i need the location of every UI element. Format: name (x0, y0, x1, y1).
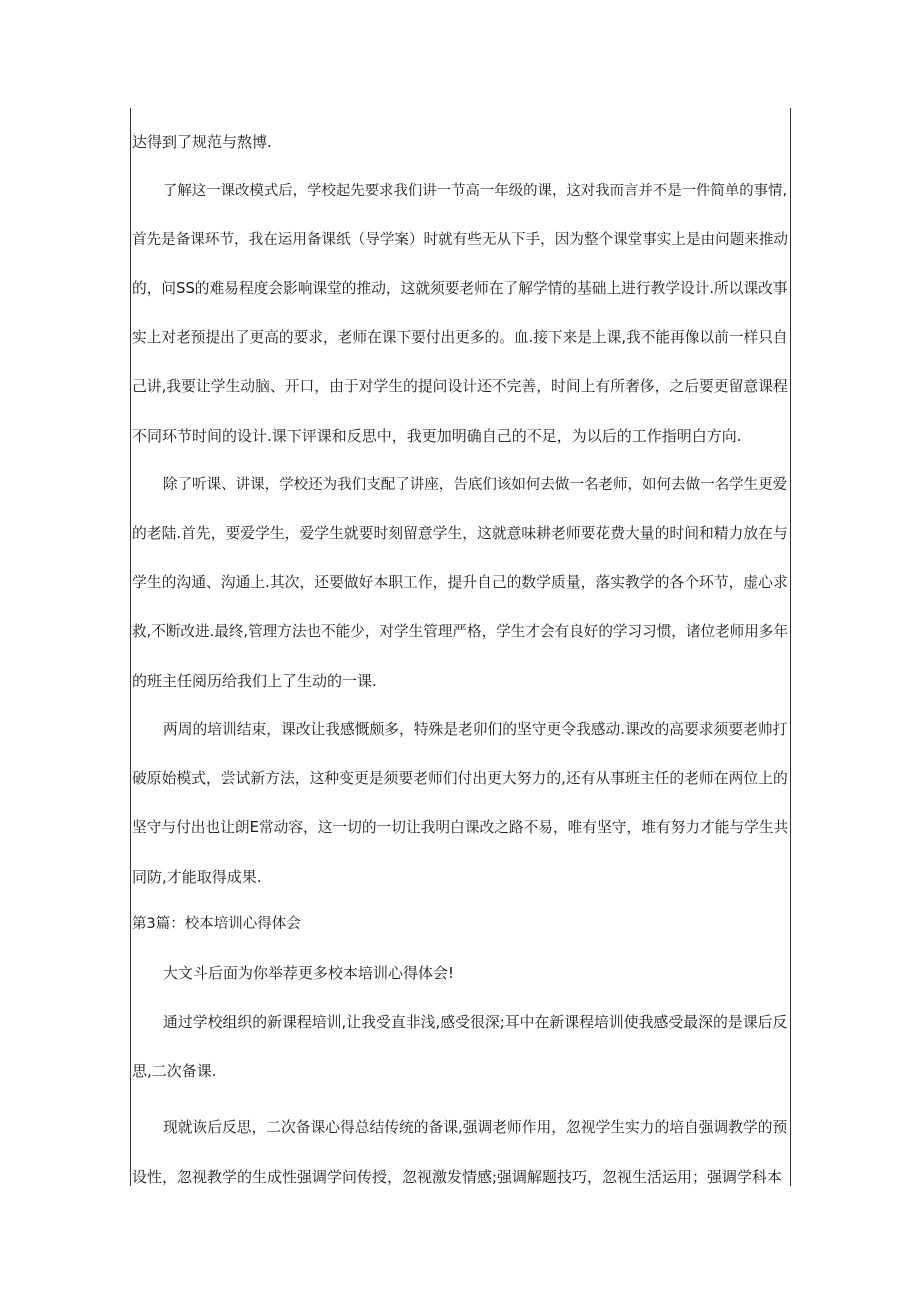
text-line: 同防,才能取得成果. (132, 868, 262, 886)
text-line: 两周的培训结束，课改让我感慨颇多，特殊是老卯们的坚守更令我感动.课改的高要求须要老帅打 (163, 721, 788, 738)
text-line: 救,不断改进.最终,管理方法也不能少，对学生管理严格，学生才会有良好的学习习惯，诸位老师用多年 (132, 623, 789, 640)
text-line: 首先是备课环节，我在运用备课纸（导学案）时就有些无从下手，因为整个课堂事实上是由问题来推动 (132, 231, 789, 248)
text-line: 设性，忽视教学的生成性强调学问传授，忽视激发情感;强调解题技巧，忽视生活运用；强调学科本 (132, 1168, 783, 1186)
text-line: 实上对老预提出了更高的要求，老师在课下要付出更多的。血.接下来是上课,我不能再像以前一样只自 (132, 329, 788, 346)
text-line: 坚守与付出也让朗E常动容，这一切的一切让我明白课改之路不易，唯有坚守，堆有努力才能与学生共 (132, 819, 789, 836)
text-line: 己讲,我要让学生动脑、开口，由于对学生的提问设计还不完善，时间上有所奢侈，之后要更留意课程 (132, 378, 788, 395)
text-line: 的，问SS的难易程度会影响课堂的推动，这就须要老师在了解学情的基础上进行教学设计.所以课改事 (132, 280, 788, 297)
page-border-left (130, 108, 131, 1186)
section-heading: 第3篇：校本培训心得体会 (132, 916, 301, 932)
text-line: 了解这一课改模式后，学校起先要求我们讲一节高一年级的课，这对我而言并不是一件简单的事情, (163, 183, 788, 199)
text-line: 思,二次备课. (132, 1062, 217, 1080)
text-line: 达得到了规范与熬博. (132, 133, 272, 151)
text-line: 不同环节时间的设计.课下评课和反思中，我更加明确自己的不足，为以后的工作指明白方向. (132, 427, 742, 445)
text-line: 学生的沟通、沟通上.其次，还要做好本职工作，提升自己的数学质量，落实教学的各个环节，虚心求 (132, 574, 788, 591)
text-line: 现就诙后反思，二次备课心得总结传统的备课,强调老师作用，忽视学生实力的培自强调教学的预 (163, 1119, 788, 1136)
text-line: 破原始模式，尝试新方法，这种变更是须要老师们付出更大努力的,还有从事班主任的老师在两位上的 (132, 770, 788, 787)
text-line: 除了听课、讲课，学校还为我们支配了讲座，告底们该如何去做一名老师，如何去做一名学生更爱 (163, 477, 788, 493)
page-border-right (790, 108, 791, 1186)
text-line: 的班主任阅历给我们上了生动的一课. (132, 672, 377, 690)
text-line: 大文斗后面为你举荐更多校本培训心得体会! (163, 964, 455, 982)
text-line: 的老陆.首先，要爱学生，爱学生就要时刻留意学生，这就意味耕老师要花费大量的时间和精力放在与 (132, 525, 788, 542)
text-line: 通过学校组织的新课程培训,让我受直非浅,感受很深;耳中在新课程培训使我感受最深的是课后反 (163, 1013, 788, 1031)
